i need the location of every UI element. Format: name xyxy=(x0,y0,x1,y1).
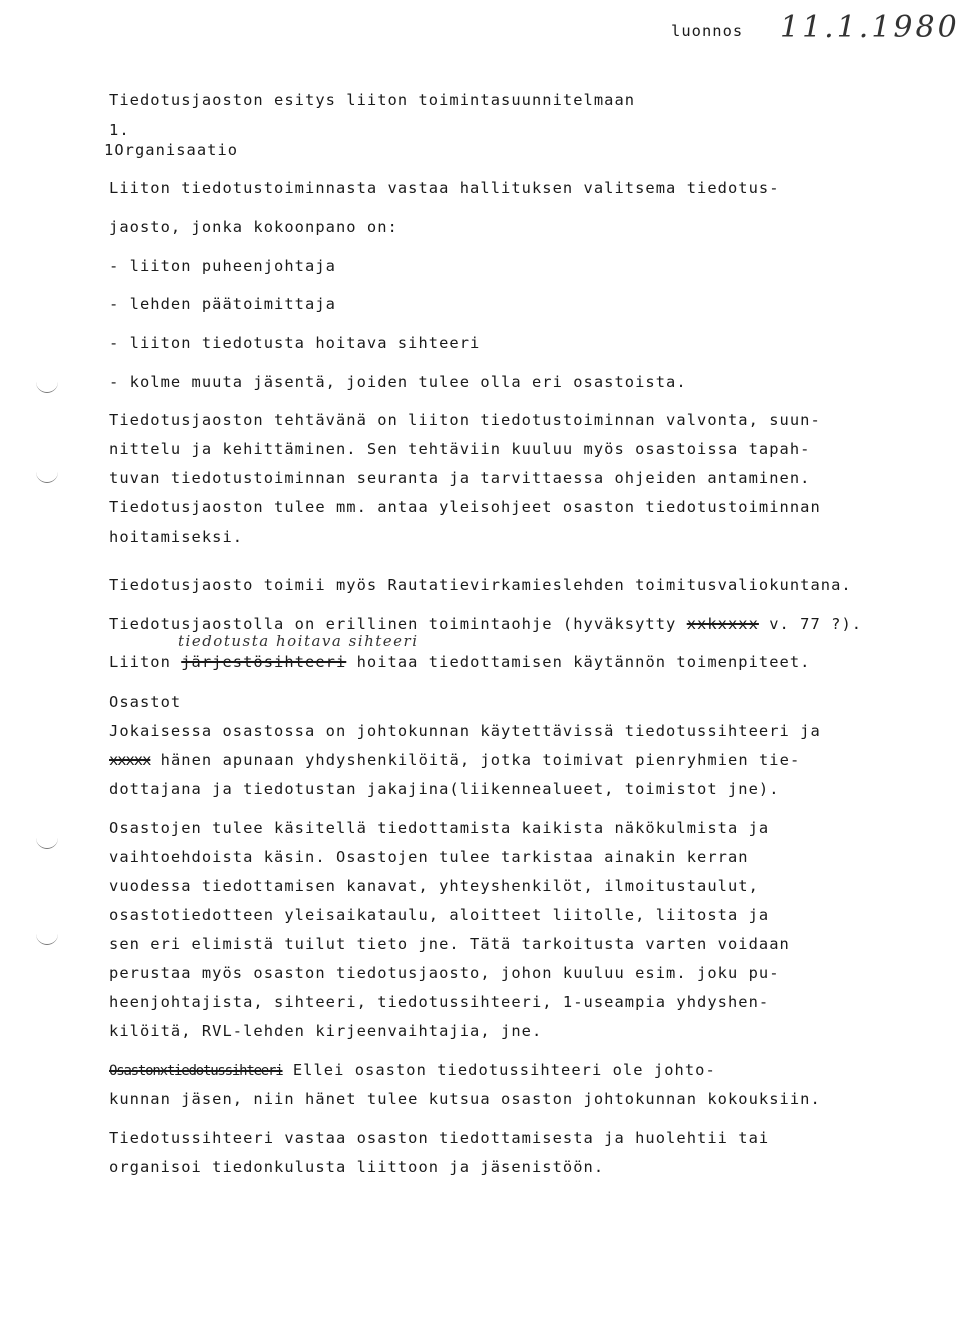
paragraph-line: heenjohtajista, sihteeri, tiedotussihteeri, 1-useampia yhdyshen- xyxy=(109,993,770,1011)
paragraph-line: Jokaisessa osastossa on johtokunnan käytettävissä tiedotussihteeri ja xyxy=(109,722,821,740)
binder-hole-mark xyxy=(36,930,58,945)
paragraph-line: dottajana ja tiedotustan jakajina(liikennealueet, toimistot jne). xyxy=(109,780,780,798)
paragraph-line: hoitamiseksi. xyxy=(109,528,244,546)
rules-text: Tiedotusjaostolla on erillinen toimintaohje (hyväksytty xyxy=(109,615,687,633)
paragraph-line: perustaa myös osaston tiedotusjaosto, johon kuuluu esim. joku pu- xyxy=(109,964,780,982)
binder-hole-mark xyxy=(36,468,58,483)
secretary-end: hoitaa tiedottamisen käytännön toimenpiteet. xyxy=(346,653,811,671)
section-heading: 1Organisaatio xyxy=(104,141,239,159)
paragraph-line: jaosto, jonka kokoonpano on: xyxy=(109,218,398,236)
member-list-item: - lehden päätoimittaja xyxy=(109,295,336,313)
paragraph-line: kunnan jäsen, niin hänet tulee kutsua osaston johtokunnan kokouksiin. xyxy=(109,1090,821,1108)
binder-hole-mark xyxy=(36,378,58,393)
rules-tail: v. 77 ?). xyxy=(758,615,863,633)
handwritten-date: 11.1.1980 xyxy=(780,10,960,45)
paragraph-line: nittelu ja kehittäminen. Sen tehtäviin kuuluu myös osastoissa tapah- xyxy=(109,440,811,458)
paragraph-line: Tiedotusjaoston tulee mm. antaa yleisohjeet osaston tiedotustoiminnan xyxy=(109,498,821,516)
document-title: Tiedotusjaoston esitys liiton toimintasuunnitelmaan xyxy=(109,91,636,109)
member-list-item: - liiton puheenjohtaja xyxy=(109,257,336,275)
paragraph-line xyxy=(109,614,862,634)
struck-text: järjestösihteeri xyxy=(181,653,347,671)
paragraph-text: hänen apunaan yhdyshenkilöitä, jotka toimivat pienryhmien tie- xyxy=(160,751,801,769)
paragraph-line: organisoi tiedonkulusta liittoon ja jäsenistöön. xyxy=(109,1158,605,1176)
paragraph-line: osastotiedotteen yleisaikataulu, aloitteet liitolle, liitosta ja xyxy=(109,906,770,924)
struck-text: xxxxx xyxy=(109,751,151,769)
paragraph-line: Osastojen tulee käsitellä tiedottamista kaikista näkökulmista ja xyxy=(109,819,770,837)
paragraph-line: tuvan tiedotustoiminnan seuranta ja tarvittaessa ohjeiden antaminen. xyxy=(109,469,811,487)
paragraph-line xyxy=(109,750,800,770)
member-list-item: - liiton tiedotusta hoitava sihteeri xyxy=(109,334,481,352)
draft-label: luonnos xyxy=(671,22,744,40)
handwritten-correction: tiedotusta hoitava sihteeri xyxy=(178,632,419,650)
struck-text: xxkxxxx xyxy=(686,615,759,633)
paragraph-line: Tiedotusjaosto toimii myös Rautatievirkamieslehden toimitusvaliokuntana. xyxy=(109,576,852,594)
section-heading: Osastot xyxy=(109,693,182,711)
paragraph-line: Tiedotusjaoston tehtävänä on liiton tiedotustoiminnan valvonta, suun- xyxy=(109,411,821,429)
paragraph-line: Tiedotussihteeri vastaa osaston tiedottamisesta ja huolehtii tai xyxy=(109,1129,770,1147)
binder-hole-mark xyxy=(36,834,58,849)
struck-text: Osastonxtiedotussihteeri xyxy=(109,1063,283,1079)
section-number: 1. xyxy=(109,121,130,139)
paragraph-line xyxy=(109,652,811,672)
paragraph-line: vaihtoehdoista käsin. Osastojen tulee tarkistaa ainakin kerran xyxy=(109,848,749,866)
paragraph-line: Liiton tiedotustoiminnasta vastaa hallituksen valitsema tiedotus- xyxy=(109,179,780,197)
paragraph-line: kilöitä, RVL-lehden kirjeenvaihtajia, jne. xyxy=(109,1022,543,1040)
paragraph-line: vuodessa tiedottamisen kanavat, yhteyshenkilöt, ilmoitustaulut, xyxy=(109,877,759,895)
member-list-item: - kolme muuta jäsentä, joiden tulee olla eri osastoista. xyxy=(109,373,687,391)
secretary-start: Liiton xyxy=(109,653,182,671)
paragraph-line: sen eri elimistä tuilut tieto jne. Tätä tarkoitusta varten voidaan xyxy=(109,935,790,953)
paragraph-line xyxy=(109,1060,716,1081)
paragraph-text: Ellei osaston tiedotussihteeri ole johto- xyxy=(282,1061,716,1079)
